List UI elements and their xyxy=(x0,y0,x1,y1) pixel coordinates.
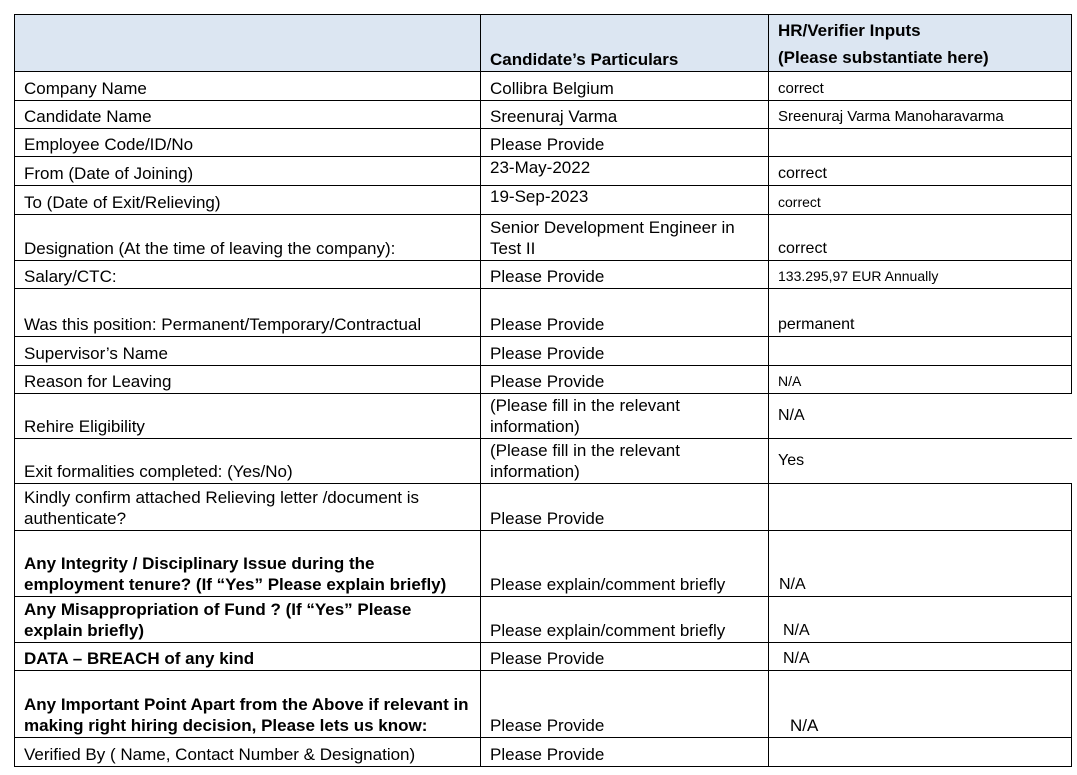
table-row xyxy=(15,366,1072,394)
row-verifier-value: correct xyxy=(769,157,1072,186)
row-candidate-value: Please Provide xyxy=(481,129,769,157)
row-candidate-value: Please Provide xyxy=(481,484,769,531)
row-label: Salary/CTC: xyxy=(15,261,481,289)
row-label: From (Date of Joining) xyxy=(15,157,481,186)
row-label: Reason for Leaving xyxy=(15,366,481,394)
row-candidate-value: (Please fill in the relevant information) xyxy=(481,439,769,484)
table-row xyxy=(15,531,1072,597)
row-label: Designation (At the time of leaving the company): xyxy=(15,215,481,261)
row-label: DATA – BREACH of any kind xyxy=(15,643,481,671)
row-label: Kindly confirm attached Relieving letter /document is authenticate? xyxy=(15,484,481,531)
row-verifier-value: permanent xyxy=(769,289,1072,337)
header-verifier-subtitle: (Please substantiate here) xyxy=(778,48,989,67)
row-verifier-value: Yes xyxy=(769,439,1072,484)
row-candidate-value: 19-Sep-2023 xyxy=(481,186,769,215)
row-candidate-value: Please explain/comment briefly xyxy=(481,531,769,597)
row-candidate-value: Please Provide xyxy=(481,261,769,289)
row-label: Exit formalities completed: (Yes/No) xyxy=(15,439,481,484)
table-row xyxy=(15,671,1072,738)
row-verifier-value xyxy=(769,738,1072,767)
table-row xyxy=(15,394,1072,439)
row-label: Any Integrity / Disciplinary Issue during the employment tenure? (If “Yes” Please explain briefly) xyxy=(15,531,481,597)
row-verifier-value: correct xyxy=(769,186,1072,215)
table-row xyxy=(15,484,1072,531)
row-verifier-value: correct xyxy=(769,72,1072,101)
table-row xyxy=(15,597,1072,643)
row-label: Was this position: Permanent/Temporary/Contractual xyxy=(15,289,481,337)
header-blank xyxy=(15,15,481,72)
table-row xyxy=(15,738,1072,767)
row-verifier-value: N/A xyxy=(769,394,1072,439)
row-verifier-value xyxy=(769,484,1072,531)
row-label: Candidate Name xyxy=(15,101,481,129)
table-row xyxy=(15,186,1072,215)
header-verifier-title: HR/Verifier Inputs xyxy=(778,21,921,40)
row-verifier-value: correct xyxy=(769,215,1072,261)
row-verifier-value xyxy=(769,337,1072,366)
header-row xyxy=(15,15,1072,72)
row-label: Company Name xyxy=(15,72,481,101)
table-row xyxy=(15,129,1072,157)
row-candidate-value: Please Provide xyxy=(481,366,769,394)
row-verifier-value: Sreenuraj Varma Manoharavarma xyxy=(769,101,1072,129)
verification-table xyxy=(14,14,1072,767)
row-candidate-value: Please explain/comment briefly xyxy=(481,597,769,643)
header-verifier xyxy=(769,15,1072,72)
row-verifier-value: N/A xyxy=(769,366,1072,394)
row-label: Supervisor’s Name xyxy=(15,337,481,366)
row-label: Rehire Eligibility xyxy=(15,394,481,439)
table-row xyxy=(15,439,1072,484)
table-row xyxy=(15,643,1072,671)
row-label: Any Important Point Apart from the Above if relevant in making right hiring decision, Please lets us know: xyxy=(15,671,481,738)
row-verifier-value: N/A xyxy=(769,671,1072,738)
row-label: Any Misappropriation of Fund ? (If “Yes” Please explain briefly) xyxy=(15,597,481,643)
row-verifier-value: N/A xyxy=(769,531,1072,597)
table-row xyxy=(15,72,1072,101)
row-candidate-value: (Please fill in the relevant information) xyxy=(481,394,769,439)
table-row xyxy=(15,261,1072,289)
row-candidate-value: Please Provide xyxy=(481,643,769,671)
row-candidate-value: 23-May-2022 xyxy=(481,157,769,186)
table-row xyxy=(15,215,1072,261)
row-verifier-value xyxy=(769,129,1072,157)
row-candidate-value: Sreenuraj Varma xyxy=(481,101,769,129)
table-row xyxy=(15,289,1072,337)
row-label: Employee Code/ID/No xyxy=(15,129,481,157)
table-row xyxy=(15,101,1072,129)
row-candidate-value: Please Provide xyxy=(481,337,769,366)
table-row xyxy=(15,157,1072,186)
row-verifier-value: N/A xyxy=(769,597,1072,643)
header-candidate: Candidate’s Particulars xyxy=(481,15,769,72)
row-candidate-value: Please Provide xyxy=(481,671,769,738)
row-candidate-value: Please Provide xyxy=(481,738,769,767)
row-label: To (Date of Exit/Relieving) xyxy=(15,186,481,215)
table-row xyxy=(15,337,1072,366)
row-candidate-value: Senior Development Engineer in Test II xyxy=(481,215,769,261)
row-candidate-value: Collibra Belgium xyxy=(481,72,769,101)
row-candidate-value: Please Provide xyxy=(481,289,769,337)
row-label: Verified By ( Name, Contact Number & Designation) xyxy=(15,738,481,767)
row-verifier-value: N/A xyxy=(769,643,1072,671)
row-verifier-value: 133.295,97 EUR Annually xyxy=(769,261,1072,289)
